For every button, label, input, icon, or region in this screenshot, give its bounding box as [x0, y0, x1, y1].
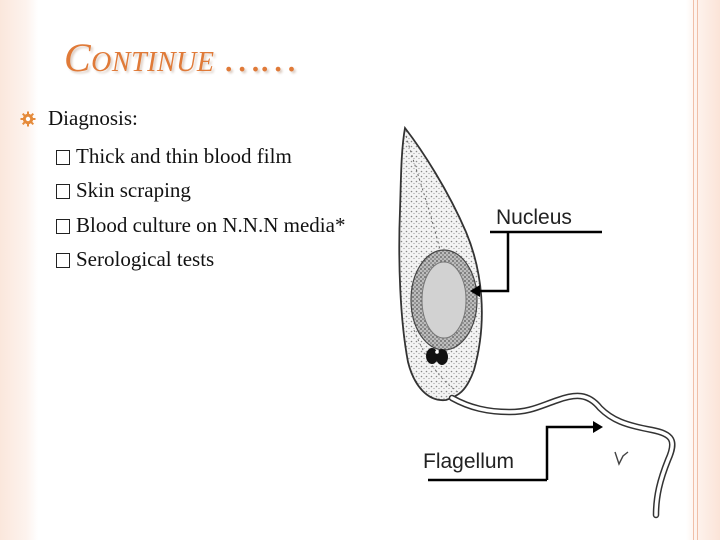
nucleus-shape [411, 250, 477, 350]
list-item-label: Thick and thin blood film [76, 143, 292, 168]
list-item-label: Blood culture on N.N.N media* [76, 212, 346, 237]
nucleus-label: Nucleus [496, 206, 572, 229]
nucleus-pointer [470, 232, 602, 297]
list-item-label: Serological tests [76, 247, 215, 272]
diagnosis-label: Diagnosis: [48, 106, 138, 130]
slide-title: Continue …… [64, 35, 298, 80]
flagellum-label: Flagellum [423, 450, 515, 473]
list-item-label: Skin scraping [76, 178, 191, 203]
